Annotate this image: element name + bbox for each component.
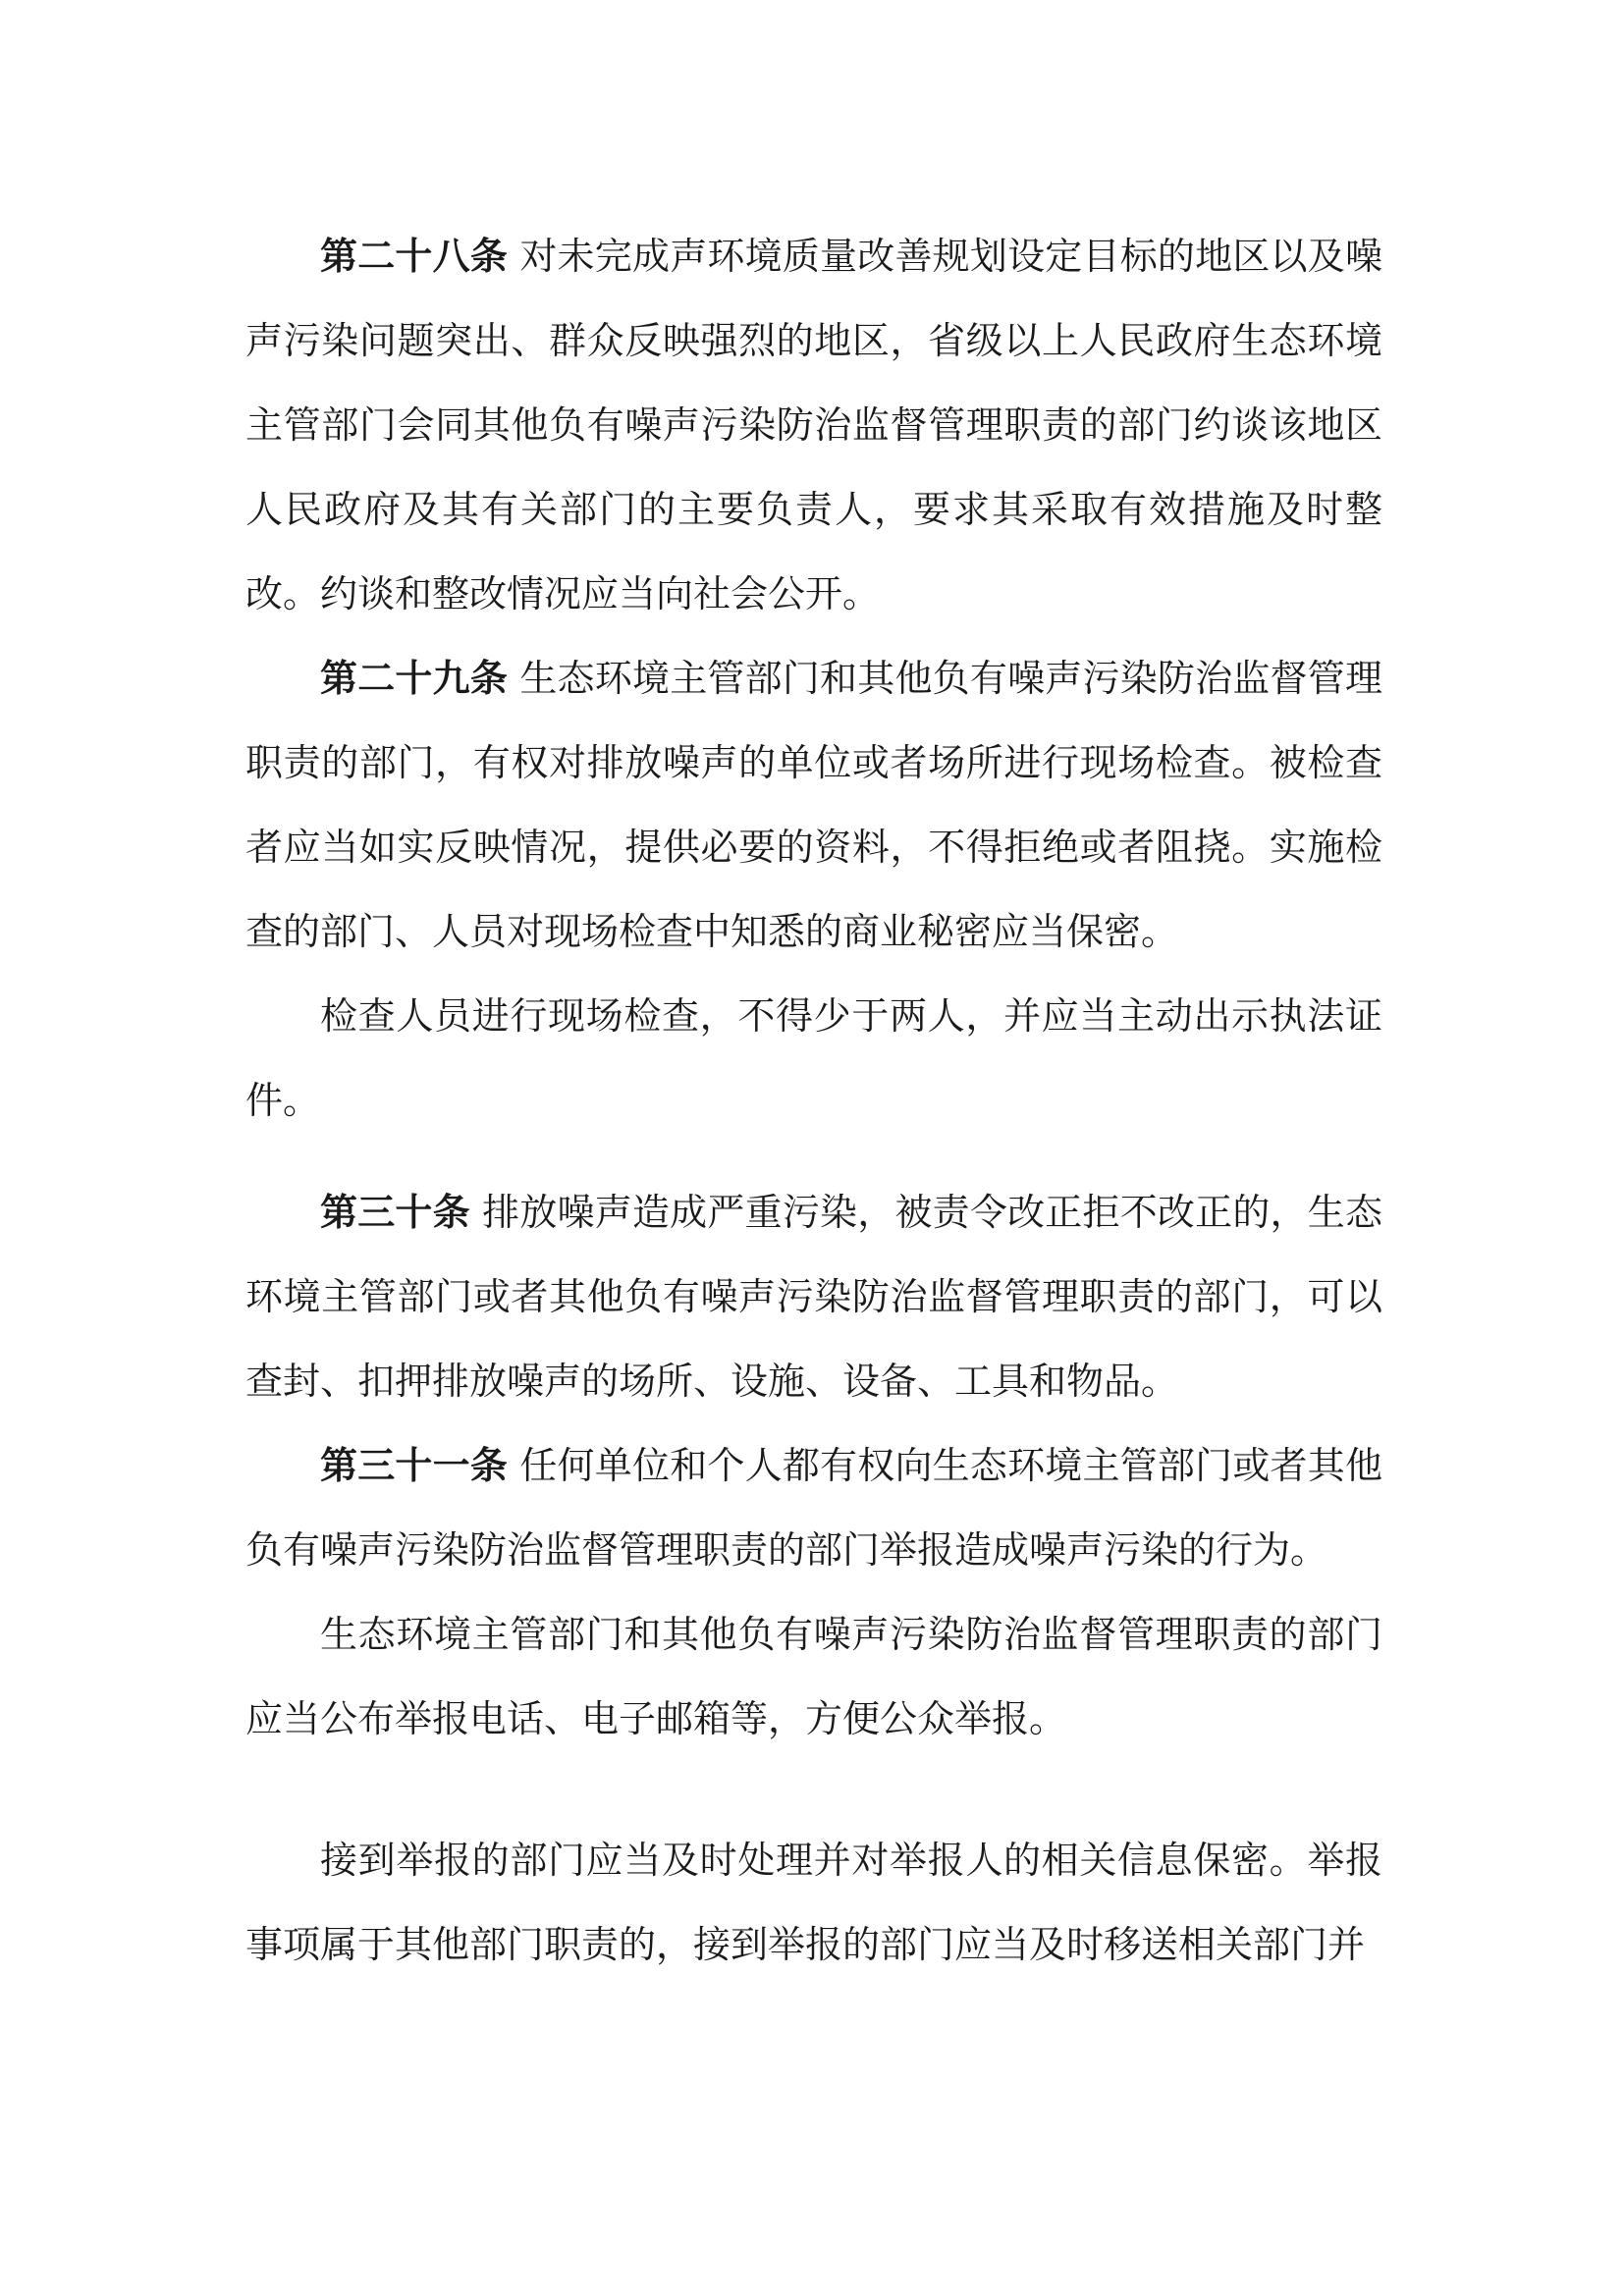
paragraph-report-channels — [245, 1592, 1382, 1761]
paragraph-text: 生态环境主管部门和其他负有噪声污染防治监督管理职责的部门应当公布举报电话、电子邮箱等，方便公众举报。 — [245, 1613, 1382, 1740]
paragraph-article-31 — [245, 1423, 1382, 1592]
paragraph-report-handling — [245, 1818, 1382, 1987]
paragraph-text: 对未完成声环境质量改善规划设定目标的地区以及噪声污染问题突出、群众反映强烈的地区，省级以上人民政府生态环境主管部门会同其他负有噪声污染防治监督管理职责的部门约谈该地区人民政府及其有关部门的主要负责人，要求其采取有效措施及时整改。约谈和整改情况应当向社会公开。 — [245, 235, 1382, 615]
paragraph-article-28 — [245, 214, 1382, 636]
paragraph-text: 任何单位和个人都有权向生态环境主管部门或者其他负有噪声污染防治监督管理职责的部门举报造成噪声污染的行为。 — [245, 1444, 1382, 1572]
article-heading: 第三十一条 — [320, 1444, 509, 1487]
paragraph-text: 接到举报的部门应当及时处理并对举报人的相关信息保密。举报事项属于其他部门职责的，接到举报的部门应当及时移送相关部门并 — [245, 1839, 1382, 1966]
paragraph-article-30 — [245, 1170, 1382, 1423]
paragraph-text: 检查人员进行现场检查，不得少于两人，并应当主动出示执法证件。 — [245, 994, 1382, 1122]
paragraph-article-29 — [245, 636, 1382, 974]
document-body — [245, 214, 1382, 1987]
article-heading: 第三十条 — [320, 1191, 470, 1234]
article-heading: 第二十八条 — [320, 235, 509, 278]
paragraph-text: 排放噪声造成严重污染，被责令改正拒不改正的，生态环境主管部门或者其他负有噪声污染防治监督管理职责的部门，可以查封、扣押排放噪声的场所、设施、设备、工具和物品。 — [245, 1191, 1382, 1403]
article-heading: 第二十九条 — [320, 657, 509, 700]
paragraph-text: 生态环境主管部门和其他负有噪声污染防治监督管理职责的部门，有权对排放噪声的单位或者场所进行现场检查。被检查者应当如实反映情况，提供必要的资料，不得拒绝或者阻挠。实施检查的部门、人员对现场检查中知悉的商业秘密应当保密。 — [245, 657, 1382, 953]
paragraph-inspection-personnel — [245, 974, 1382, 1143]
